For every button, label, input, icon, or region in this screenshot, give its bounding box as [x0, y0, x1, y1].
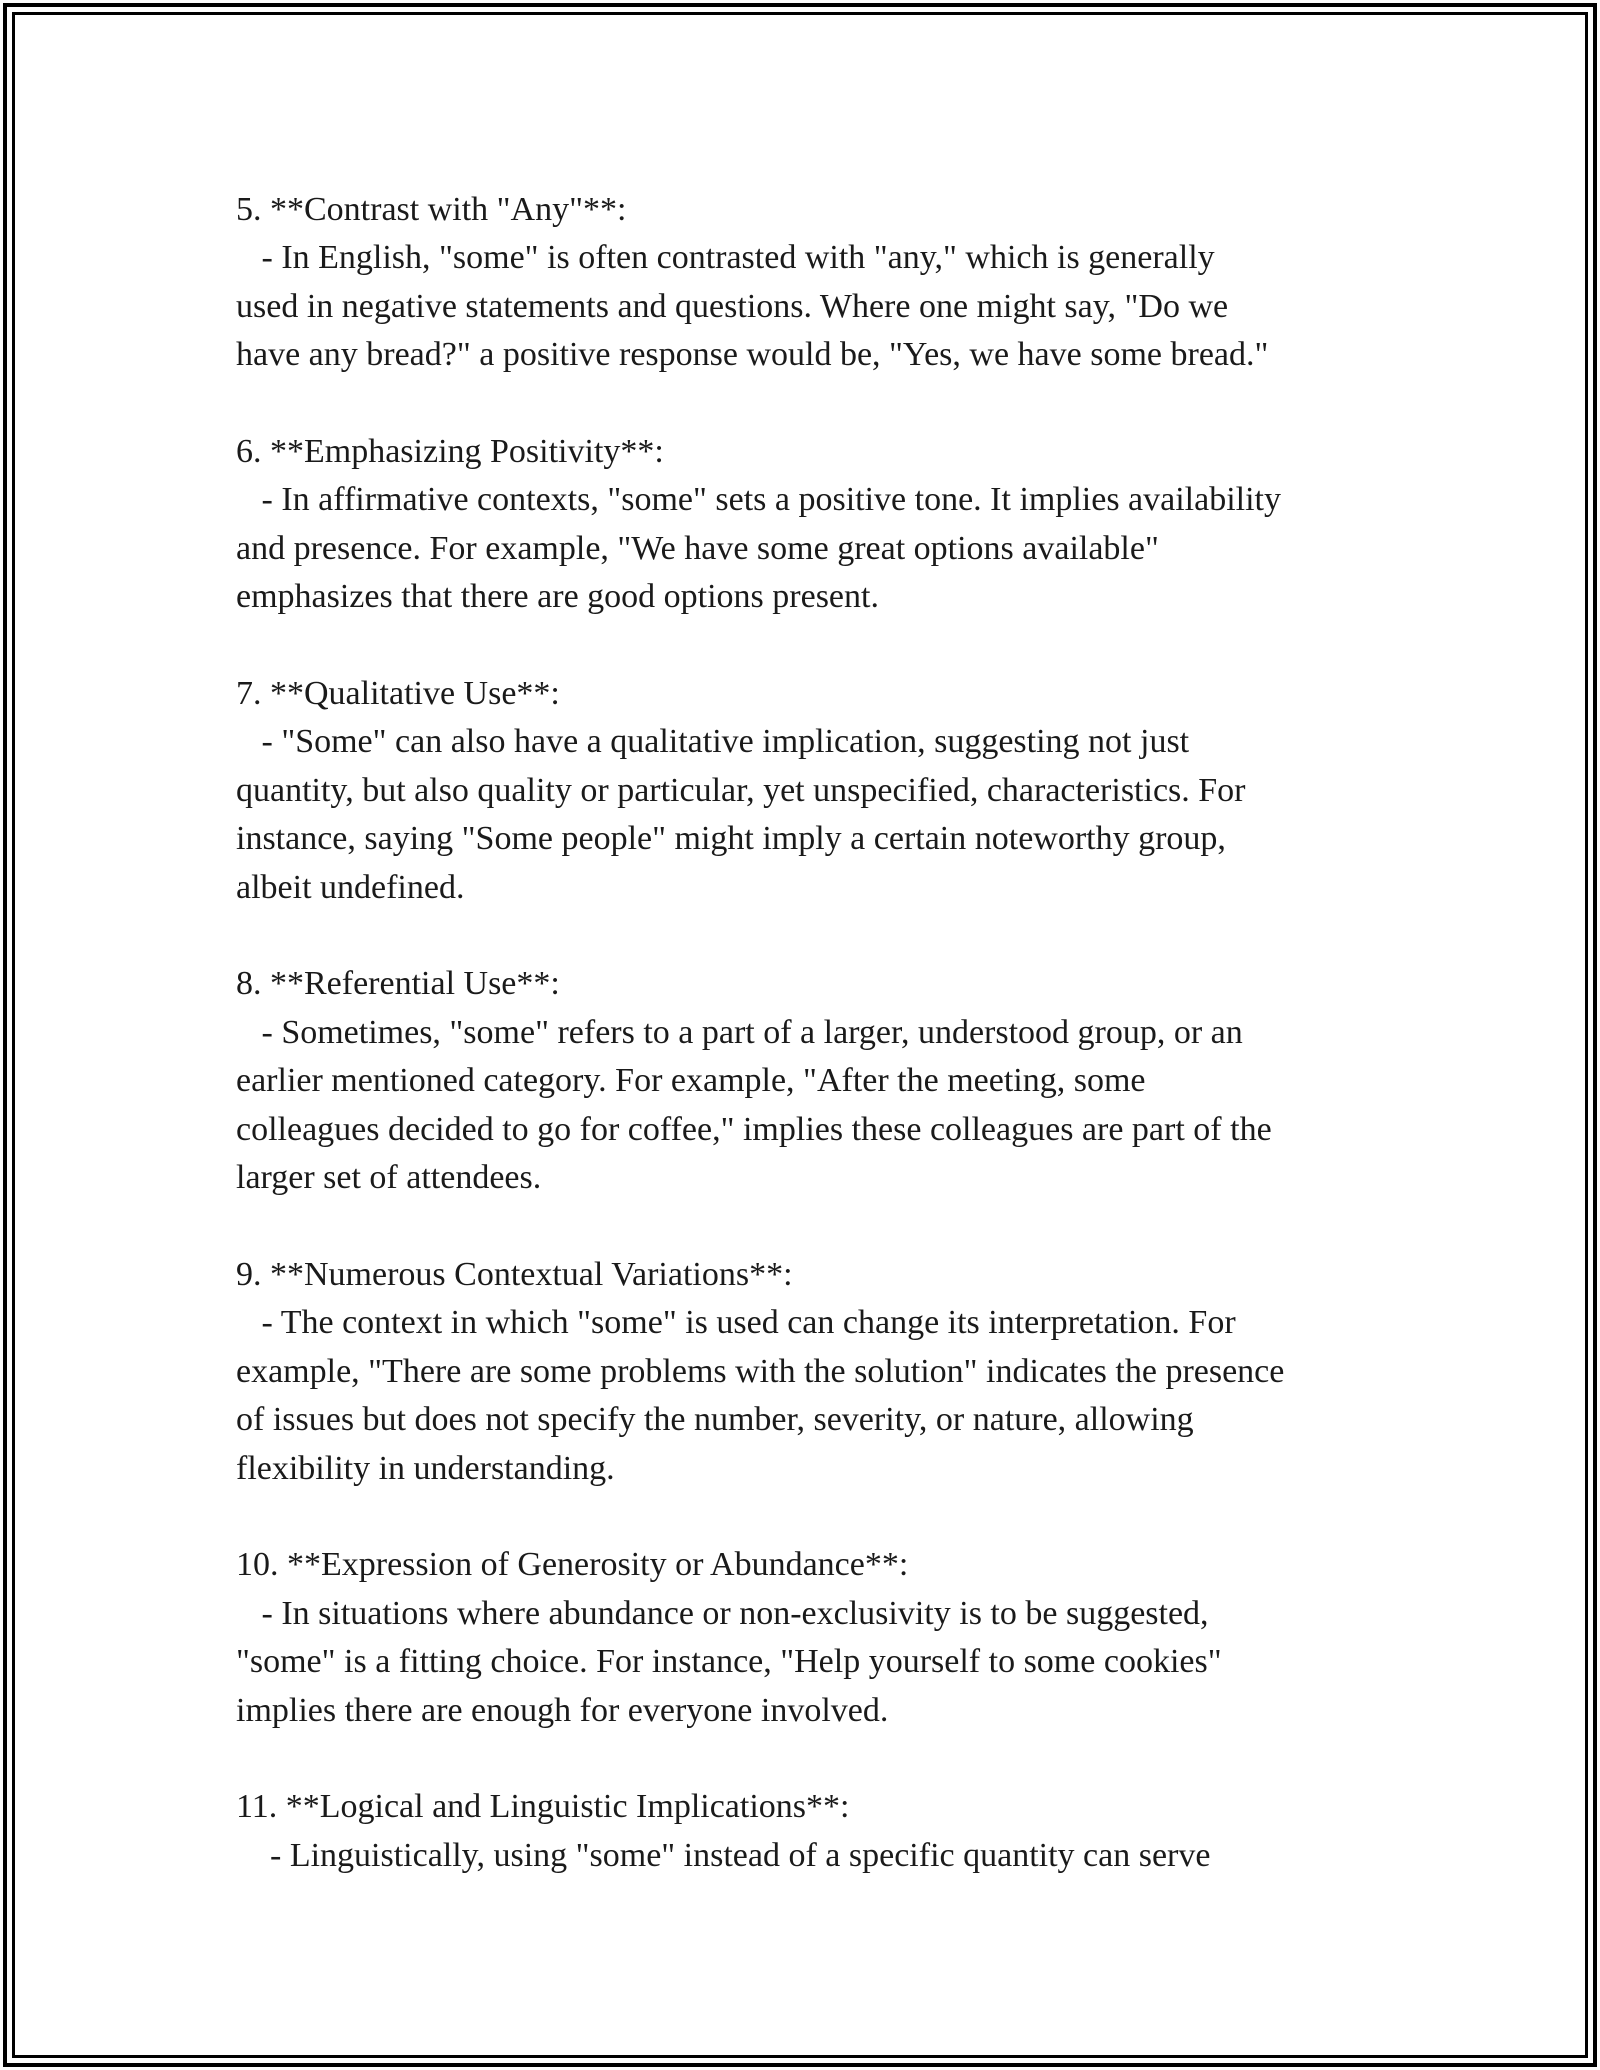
section-line: larger set of attendees.	[236, 1159, 542, 1197]
section-10	[236, 1541, 1386, 1735]
section-line: quantity, but also quality or particular, yet unspecified, characteristics. For	[236, 771, 1246, 809]
section-heading: 10. **Expression of Generosity or Abundance**:	[236, 1546, 909, 1584]
section-line: implies there are enough for everyone involved.	[236, 1691, 889, 1729]
section-heading: 5. **Contrast with "Any"**:	[236, 191, 627, 228]
section-8	[236, 960, 1386, 1202]
section-line: example, "There are some problems with the solution" indicates the presence	[236, 1352, 1285, 1390]
section-line: - "Some" can also have a qualitative implication, suggesting not just	[236, 723, 1190, 761]
section-line: have any bread?" a positive response would be, "Yes, we have some bread."	[236, 336, 1269, 374]
section-line: flexibility in understanding.	[236, 1449, 615, 1487]
section-line: and presence. For example, "We have some great options available"	[236, 529, 1159, 567]
section-6	[236, 428, 1386, 622]
section-line: colleagues decided to go for coffee," implies these colleagues are part of the	[236, 1110, 1272, 1148]
section-line: - In affirmative contexts, "some" sets a positive tone. It implies availability	[236, 481, 1282, 519]
section-7	[236, 670, 1386, 912]
section-heading: 9. **Numerous Contextual Variations**:	[236, 1255, 793, 1293]
section-9	[236, 1251, 1386, 1493]
section-line: of issues but does not specify the number, severity, or nature, allowing	[236, 1401, 1194, 1439]
section-line: - The context in which "some" is used can change its interpretation. For	[236, 1304, 1236, 1342]
section-line: "some" is a fitting choice. For instance, "Help yourself to some cookies"	[236, 1643, 1222, 1681]
document-body	[236, 186, 1386, 1880]
section-11	[236, 1783, 1386, 1880]
section-heading: 8. **Referential Use**:	[236, 965, 560, 1003]
section-line: - In English, "some" is often contrasted with "any," which is generally	[236, 239, 1215, 277]
section-line: - Linguistically, using "some" instead of a specific quantity can serve	[236, 1836, 1211, 1874]
section-line: earlier mentioned category. For example, "After the meeting, some	[236, 1062, 1146, 1100]
section-line: albeit undefined.	[236, 868, 465, 906]
section-heading: 11. **Logical and Linguistic Implications**:	[236, 1788, 850, 1826]
section-line: - Sometimes, "some" refers to a part of a larger, understood group, or an	[236, 1013, 1243, 1051]
section-heading: 7. **Qualitative Use**:	[236, 675, 560, 713]
section-line: emphasizes that there are good options present.	[236, 578, 879, 616]
section-heading: 6. **Emphasizing Positivity**:	[236, 433, 664, 471]
section-5	[236, 186, 1386, 380]
section-line: - In situations where abundance or non-exclusivity is to be suggested,	[236, 1594, 1209, 1632]
section-line: instance, saying "Some people" might imply a certain noteworthy group,	[236, 820, 1226, 858]
section-line: used in negative statements and questions. Where one might say, "Do we	[236, 287, 1229, 325]
